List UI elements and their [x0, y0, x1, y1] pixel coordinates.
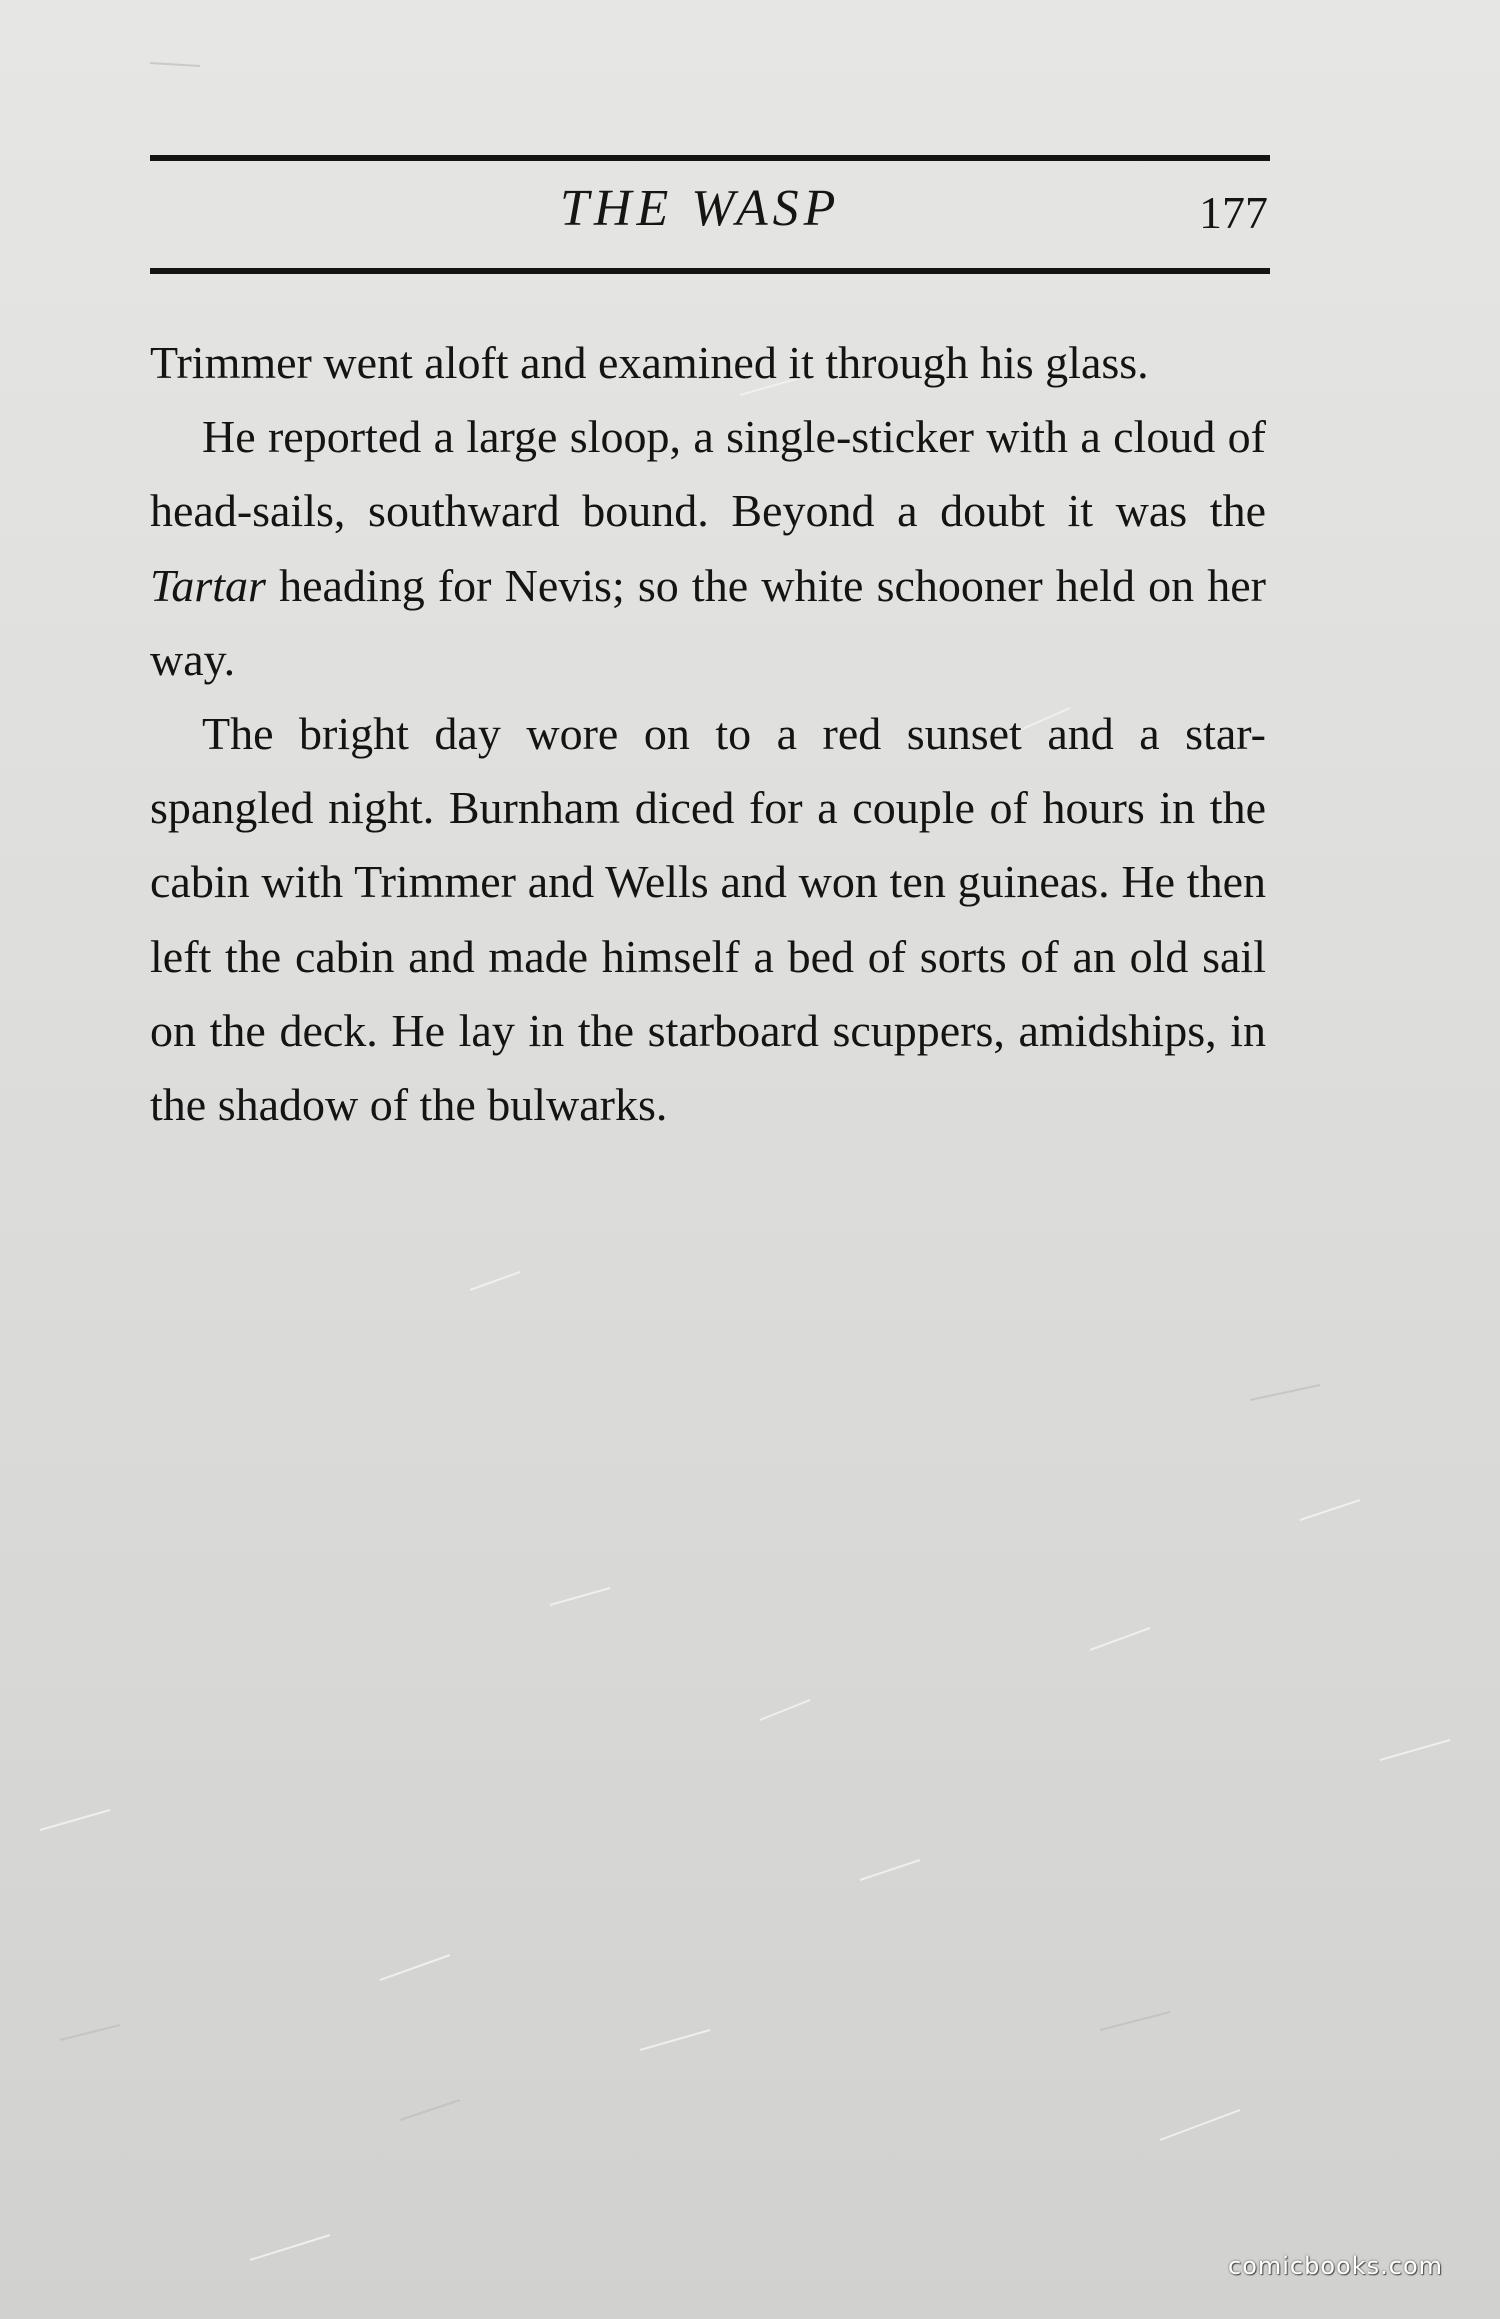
watermark: comicbooks.com — [1228, 2252, 1444, 2280]
paragraph-2 — [150, 400, 1266, 697]
paragraph-3: The bright day wore on to a red sunset and a star-spangled night. Burnham diced for a couple of hours in the cabin with Trimmer and Wells and won ten guineas. He then left the cabin and made himself a bed of sorts of an old sail on the deck. He lay in the starboard scuppers, amidships, in the shadow of the bulwarks. — [150, 708, 1266, 1131]
paragraph-1: Trimmer went aloft and examined it through his glass. — [150, 337, 1149, 388]
body-text — [150, 326, 1266, 1142]
running-title: THE WASP — [560, 180, 841, 237]
header-rule-bottom — [150, 268, 1270, 274]
paragraph-2-text-a: He reported a large sloop, a single-sticker with a cloud of head-sails, southward bound. Beyond a doubt it was the — [150, 411, 1266, 537]
header-rule-top — [150, 155, 1270, 161]
page-number: 177 — [1199, 187, 1268, 238]
ship-name-italic: Tartar — [150, 559, 266, 611]
paragraph-2-text-b: heading for Nevis; so the white schooner held on her way. — [150, 559, 1266, 685]
